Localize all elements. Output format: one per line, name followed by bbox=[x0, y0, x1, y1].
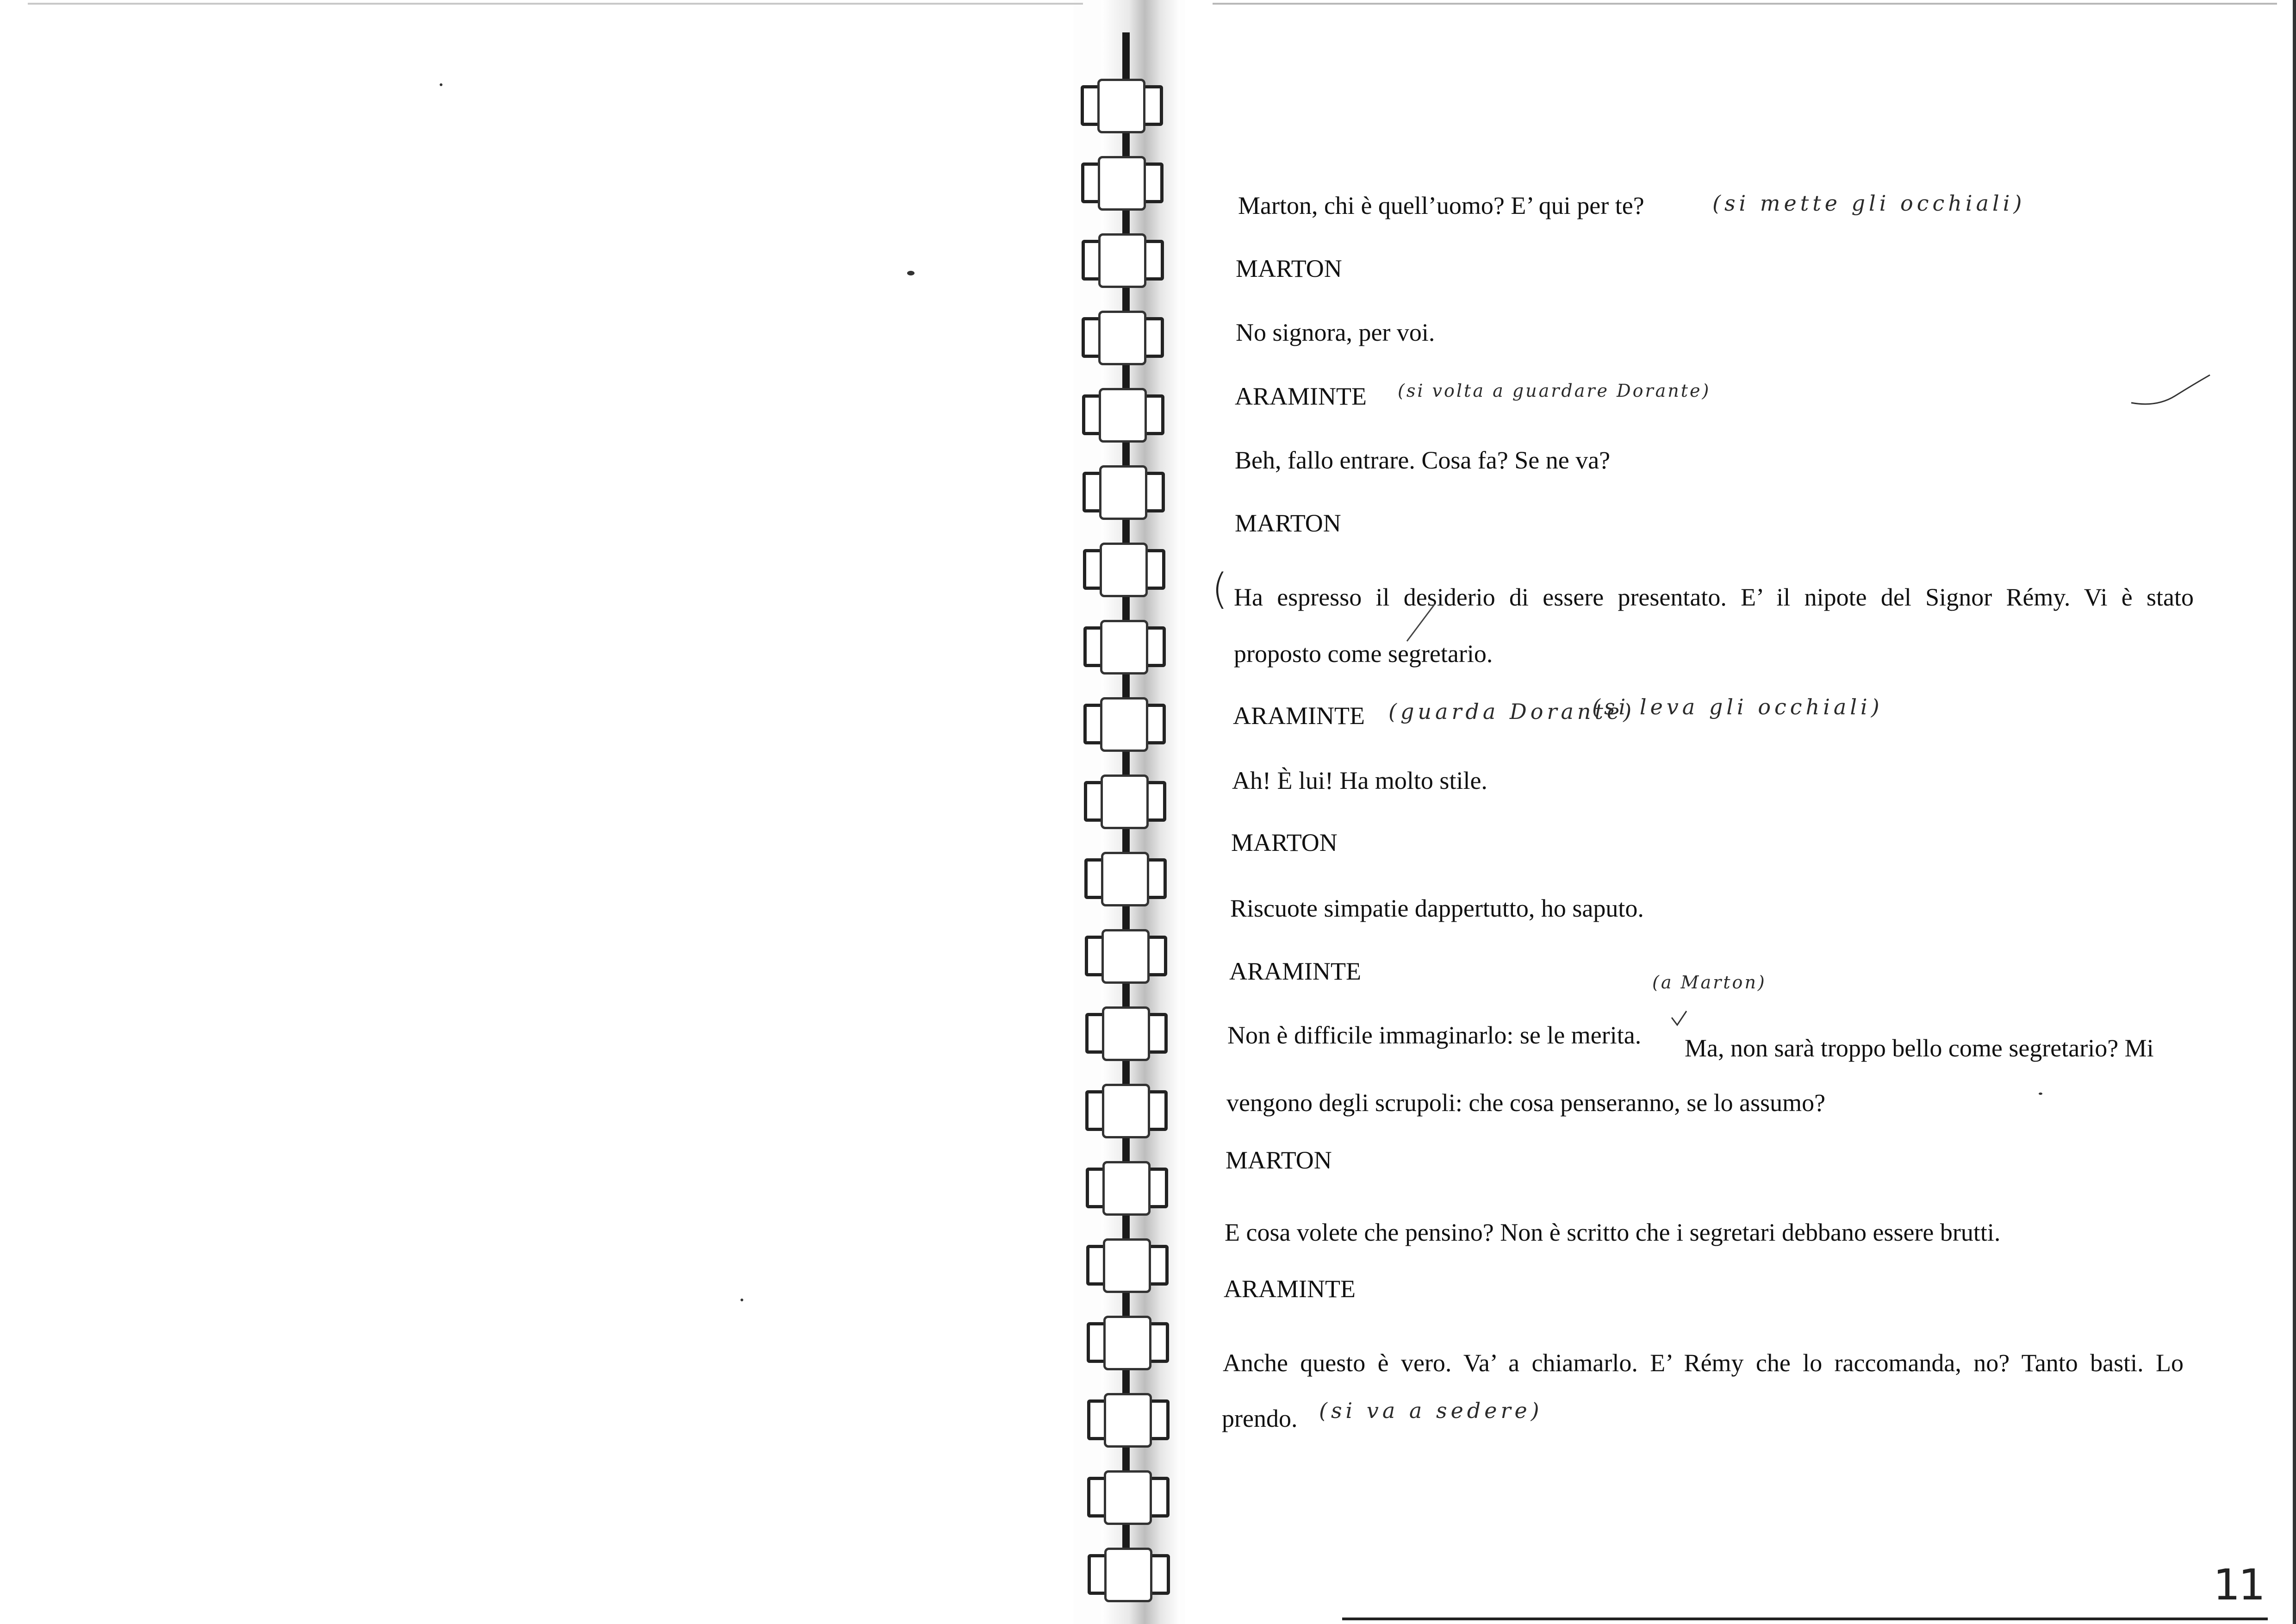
script-line: vengono degli scrupoli: che cosa penseranno, se lo assumo? bbox=[1226, 1089, 1826, 1117]
script-line: prendo. bbox=[1222, 1405, 1298, 1432]
character-name: ARAMINTE bbox=[1224, 1275, 1356, 1303]
script-line: Ha espresso il desiderio di essere presentato. E’ il nipote del Signor Rémy. Vi è stato bbox=[1234, 583, 2194, 611]
handwritten-note: (guarda Dorante) bbox=[1388, 699, 1636, 724]
handwritten-note: (si volta a guardare Dorante) bbox=[1398, 381, 1711, 401]
gutter bbox=[1101, 0, 1180, 1624]
handwritten-stroke bbox=[2129, 370, 2212, 412]
script-line: Beh, fallo entrare. Cosa fa? Se ne va? bbox=[1235, 446, 1611, 474]
page-number: 11 bbox=[2213, 1560, 2264, 1610]
script-line: Ah! È lui! Ha molto stile. bbox=[1232, 767, 1487, 794]
script-line: proposto come segretario. bbox=[1234, 640, 1493, 668]
character-name: ARAMINTE bbox=[1233, 702, 1365, 730]
script-line: Riscuote simpatie dappertutto, ho saputo. bbox=[1230, 894, 1644, 922]
right-edge bbox=[2293, 0, 2296, 1624]
speck bbox=[740, 1299, 743, 1301]
script-line: No signora, per voi. bbox=[1236, 319, 1435, 346]
character-name: MARTON bbox=[1231, 829, 1338, 856]
right-page bbox=[1185, 0, 2296, 1624]
top-edge bbox=[28, 3, 1083, 5]
top-edge-right bbox=[1213, 3, 2277, 5]
character-name: ARAMINTE bbox=[1235, 382, 1367, 410]
left-page bbox=[0, 0, 1074, 1624]
handwritten-note: (si leva gli occhiali) bbox=[1592, 694, 1883, 719]
character-name: ARAMINTE bbox=[1229, 957, 1361, 985]
checkmark-icon bbox=[1670, 1009, 1688, 1028]
speck bbox=[2039, 1093, 2042, 1095]
character-name: MARTON bbox=[1226, 1146, 1332, 1174]
script-line: Marton, chi è quell’uomo? E’ qui per te? bbox=[1238, 192, 1644, 219]
handwritten-bracket: ( bbox=[1212, 565, 1228, 613]
spine bbox=[1122, 32, 1130, 1579]
handwritten-stroke bbox=[1402, 602, 1439, 643]
handwritten-note: (a Marton) bbox=[1652, 972, 1767, 993]
handwritten-note: (si mette gli occhiali) bbox=[1712, 191, 2026, 216]
script-line: Anche questo è vero. Va’ a chiamarlo. E’ Rémy che lo raccomanda, no? Tanto basti. Lo bbox=[1223, 1349, 2184, 1377]
script-line: Non è difficile immaginarlo: se le merita. bbox=[1227, 1021, 1642, 1049]
handwritten-note: (si va a sedere) bbox=[1319, 1398, 1543, 1423]
speck bbox=[440, 83, 442, 86]
character-name: MARTON bbox=[1236, 255, 1342, 282]
script-line: Ma, non sarà troppo bello come segretario? Mi bbox=[1685, 1034, 2154, 1062]
bottom-edge bbox=[1342, 1618, 2268, 1620]
character-name: MARTON bbox=[1235, 509, 1341, 537]
script-line: E cosa volete che pensino? Non è scritto che i segretari debbano essere brutti. bbox=[1225, 1218, 2001, 1246]
speck bbox=[907, 271, 915, 275]
